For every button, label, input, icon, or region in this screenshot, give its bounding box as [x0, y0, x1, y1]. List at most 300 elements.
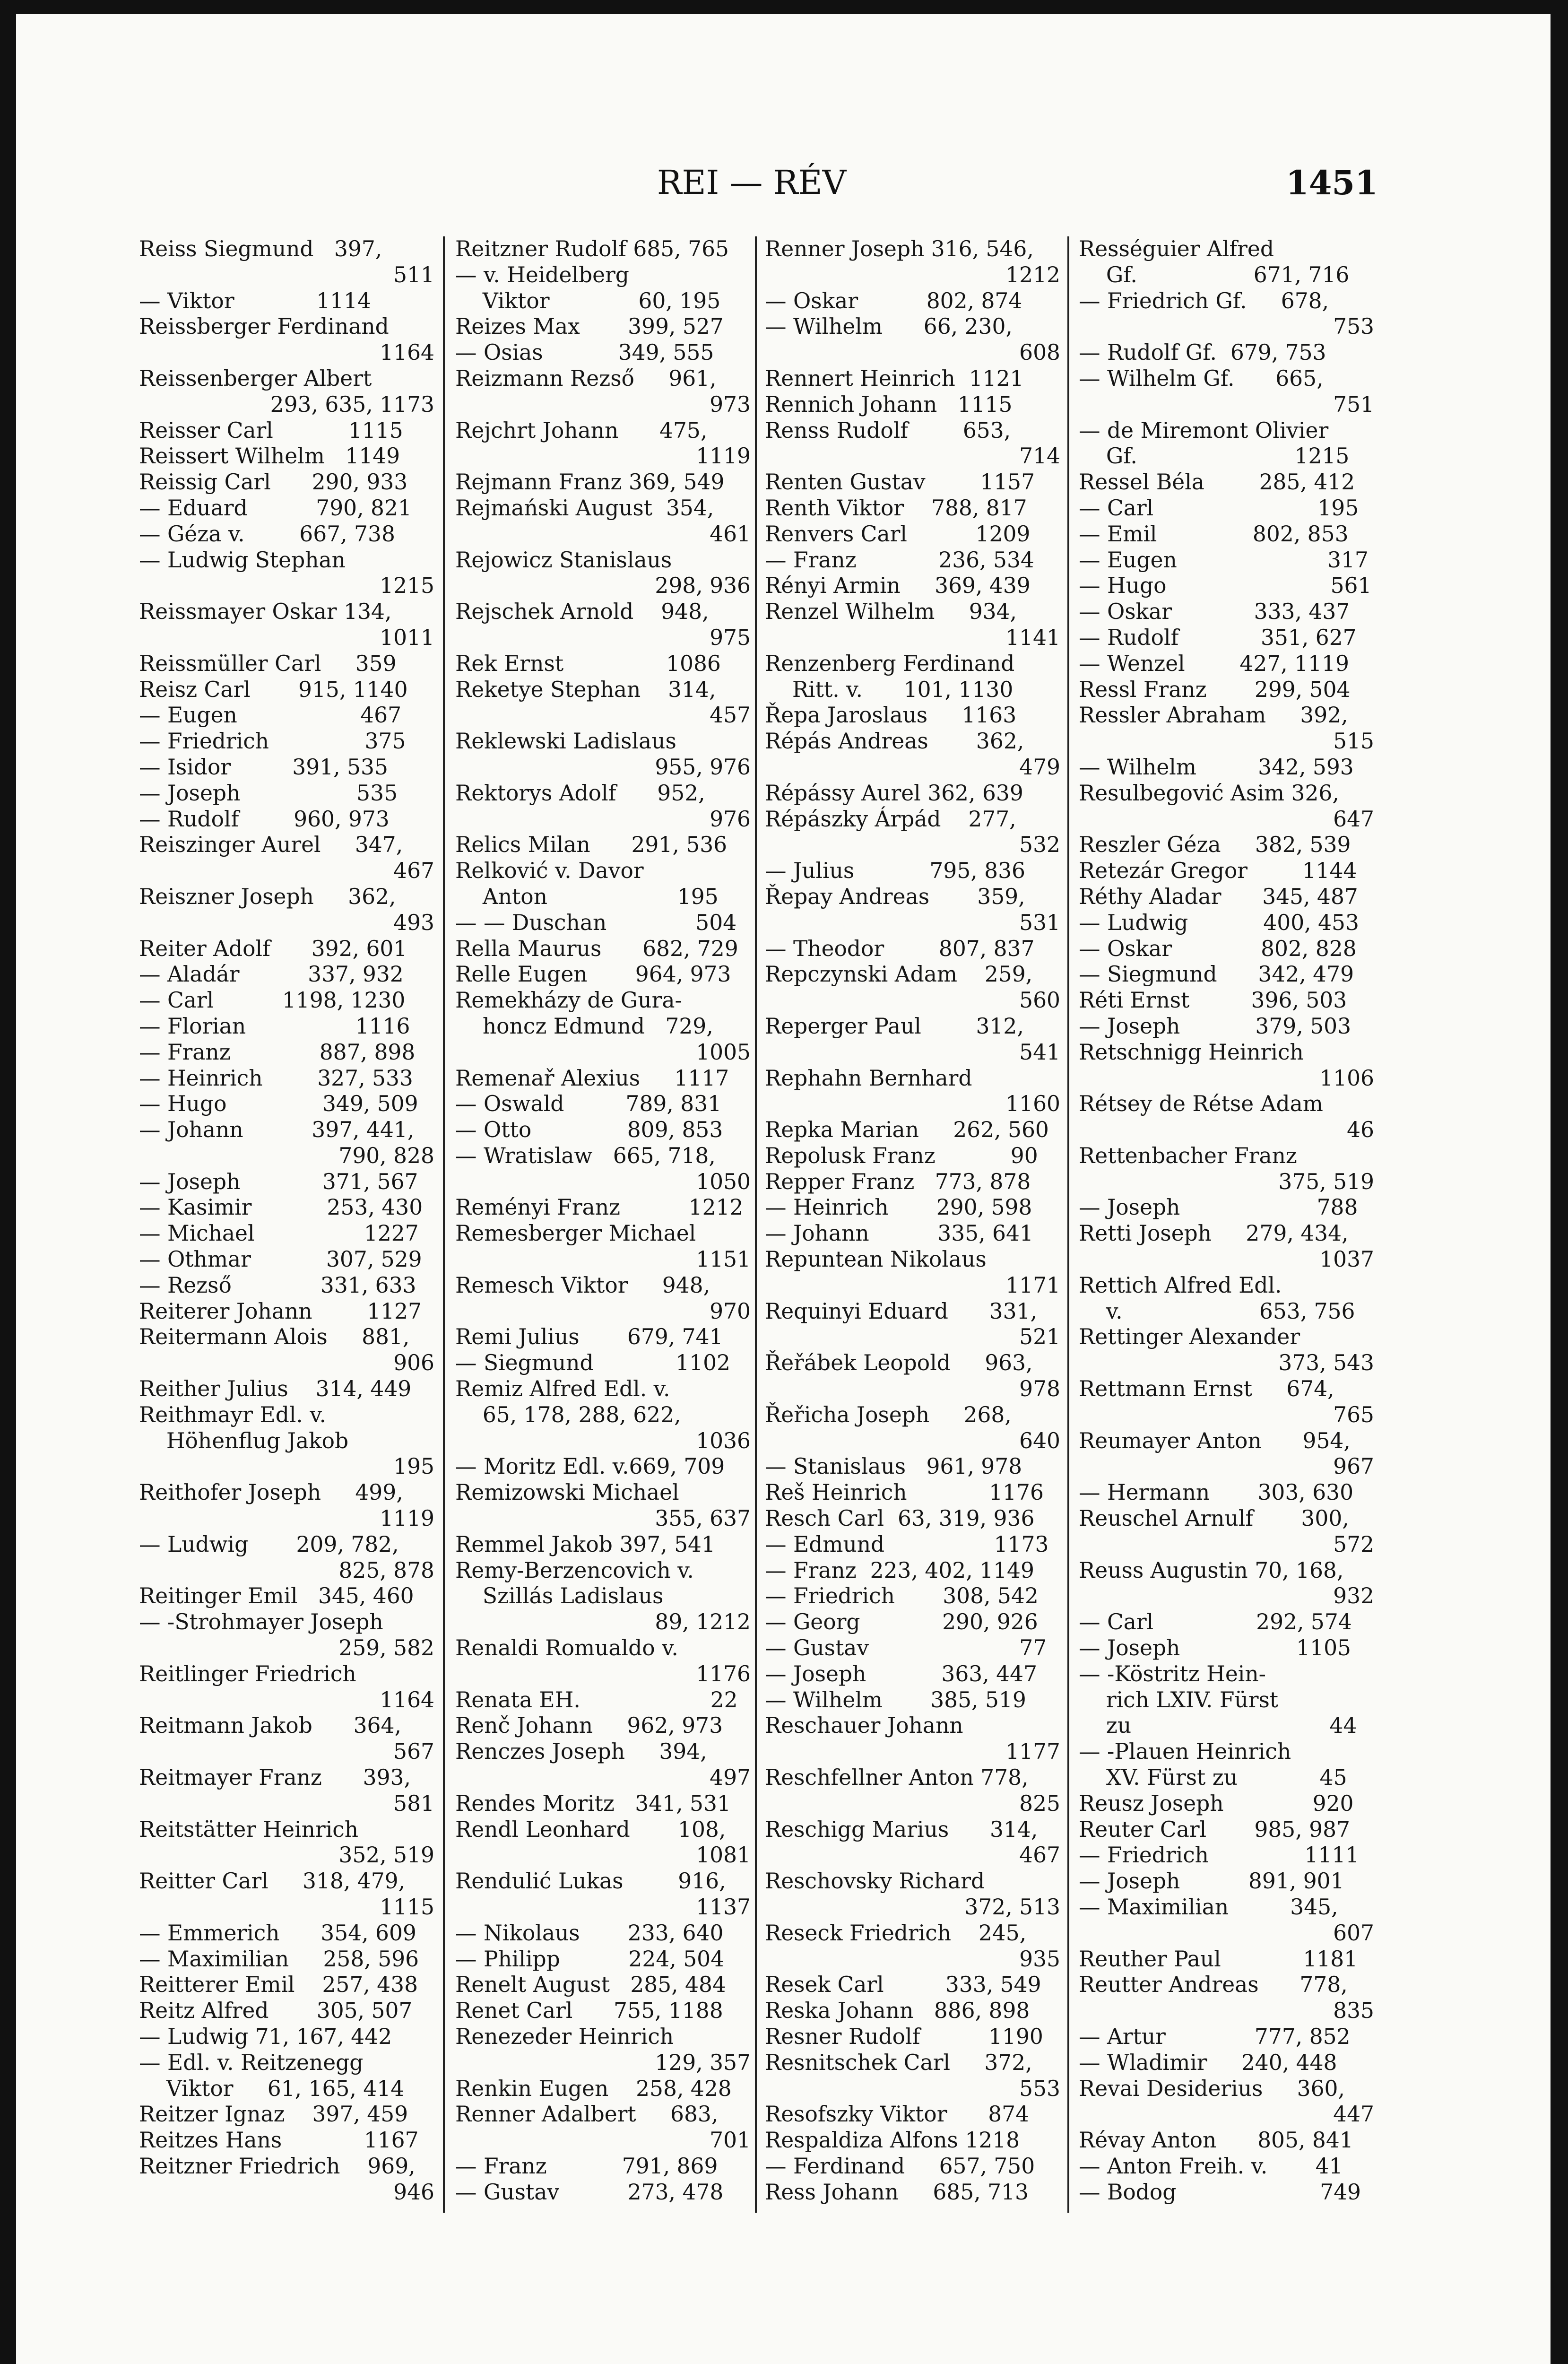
index-line: 1115 [380, 1895, 434, 1920]
index-line: Reitinger Emil 345, 460 [139, 1583, 414, 1609]
index-line: Rettinger Alexander [1079, 1324, 1300, 1350]
index-line: 1177 [1005, 1739, 1060, 1764]
index-line: 751 [1333, 391, 1374, 417]
index-line: 978 [1019, 1376, 1060, 1402]
index-line: Reitzer Ignaz 397, 459 [139, 2102, 408, 2127]
index-line: — Moritz Edl. v.669, 709 [455, 1454, 725, 1479]
index-line: Rejchrt Johann 475, [455, 417, 708, 443]
index-line: Rendulić Lukas 916, [455, 1869, 726, 1894]
index-line: 608 [1019, 340, 1060, 365]
index-line: 790, 828 [338, 1143, 434, 1168]
index-line: Relics Milan 291, 536 [455, 832, 728, 858]
index-line: 1176 [696, 1661, 751, 1686]
index-line: 976 [710, 806, 751, 832]
index-line: 293, 635, 1173 [270, 391, 434, 417]
index-column-3 [765, 236, 1060, 2206]
index-line: Reitlinger Friedrich [139, 1661, 356, 1686]
index-line: Rek Ernst 1086 [455, 651, 721, 676]
index-line: — Gustav 273, 478 [455, 2179, 724, 2205]
index-line: — Joseph 371, 567 [139, 1169, 418, 1194]
index-line: Reitmann Jakob 364, [139, 1713, 401, 1738]
index-line: Repczynski Adam 259, [765, 962, 1033, 987]
index-line: — Kasimir 253, 430 [139, 1195, 423, 1220]
index-line: 497 [710, 1765, 751, 1790]
index-line: — Ludwig 209, 782, [139, 1531, 399, 1557]
index-line: — Theodor 807, 837 [765, 936, 1035, 961]
index-line: Reš Heinrich 1176 [765, 1480, 1044, 1505]
index-line: — Wladimir 240, 448 [1079, 2050, 1337, 2075]
index-line: — de Miremont Olivier [1079, 417, 1329, 443]
index-line: — Maximilian 345, [1079, 1895, 1338, 1920]
index-line: — Friedrich 375 [139, 729, 406, 754]
index-line: 1011 [380, 625, 434, 650]
index-line: 467 [1019, 1843, 1060, 1868]
index-line: — Isidor 391, 535 [139, 754, 388, 780]
index-line: — Hugo 561 [1079, 573, 1372, 599]
index-line: Reissmüller Carl 359 [139, 651, 397, 676]
index-line: Resek Carl 333, 549 [765, 1972, 1041, 1998]
index-line: 1171 [1005, 1272, 1060, 1298]
index-line: Requinyi Eduard 331, [765, 1298, 1037, 1324]
index-line: — Joseph 891, 901 [1079, 1869, 1344, 1894]
index-line: Repuntean Nikolaus [765, 1247, 987, 1272]
index-line: Reissig Carl 290, 933 [139, 469, 408, 495]
page-number: 1451 [1286, 163, 1378, 202]
index-line: — Bodog 749 [1079, 2179, 1361, 2205]
index-line: Rettich Alfred Edl. [1079, 1272, 1282, 1298]
index-line: Rettenbacher Franz [1079, 1143, 1297, 1168]
index-line: — Johann 335, 641 [765, 1221, 1033, 1246]
index-line: 975 [710, 625, 751, 650]
index-line: 753 [1333, 314, 1374, 339]
index-line: 1050 [696, 1169, 751, 1194]
index-line: 701 [710, 2128, 751, 2153]
index-line: Resnitschek Carl 372, [765, 2050, 1032, 2075]
index-line: Reuss Augustin 70, 168, [1079, 1557, 1344, 1583]
index-line: — Carl 292, 574 [1079, 1609, 1352, 1635]
index-line: Renzel Wilhelm 934, [765, 599, 1017, 625]
index-line: 553 [1019, 2076, 1060, 2101]
index-line: honcz Edmund 729, [455, 1013, 713, 1039]
index-line: 521 [1019, 1324, 1060, 1350]
index-line: — Edmund 1173 [765, 1531, 1049, 1557]
index-line: 1119 [696, 443, 751, 469]
index-line: — Michael 1227 [139, 1221, 419, 1246]
index-line: Rejschek Arnold 948, [455, 599, 709, 625]
index-line: Resofszky Viktor 874 [765, 2102, 1030, 2127]
index-line: Remmel Jakob 397, 541 [455, 1531, 715, 1557]
index-line: Reperger Paul 312, [765, 1013, 1024, 1039]
index-line: Relle Eugen 964, 973 [455, 962, 731, 987]
index-line: Remiz Alfred Edl. v. [455, 1376, 670, 1402]
index-line: — Nikolaus 233, 640 [455, 1920, 724, 1946]
index-line: 1005 [696, 1039, 751, 1065]
index-line: Remizowski Michael [455, 1480, 679, 1505]
index-line: — Carl 195 [1079, 495, 1359, 521]
index-line: Remy-Berzencovich v. [455, 1557, 694, 1583]
index-line: 1212 [1005, 262, 1060, 287]
index-line: Reuschel Arnulf 300, [1079, 1506, 1349, 1531]
index-line: Reitzner Friedrich 969, [139, 2153, 416, 2179]
index-line: — Friedrich Gf. 678, [1079, 288, 1329, 313]
index-line: — Ludwig 71, 167, 442 [139, 2024, 392, 2049]
index-line: Respaldiza Alfons 1218 [765, 2128, 1020, 2153]
index-line: 970 [710, 1298, 751, 1324]
index-line: Reitstätter Heinrich [139, 1816, 359, 1842]
index-column-1 [139, 236, 434, 2206]
index-line: Reschfellner Anton 778, [765, 1765, 1029, 1790]
index-line: — Franz 236, 534 [765, 547, 1034, 573]
index-line: Reményi Franz 1212 [455, 1195, 744, 1220]
index-line: — Wilhelm 66, 230, [765, 314, 1013, 339]
index-line: — Philipp 224, 504 [455, 1946, 725, 1972]
index-line: — Wilhelm 385, 519 [765, 1687, 1026, 1712]
index-line: Anton 195 [455, 884, 719, 909]
index-line: 1081 [696, 1843, 751, 1868]
index-line: 765 [1333, 1402, 1374, 1427]
index-line: Rephahn Bernhard [765, 1065, 972, 1091]
index-line: — -Köstritz Hein- [1079, 1661, 1266, 1686]
index-line: Reska Johann 886, 898 [765, 1998, 1030, 2024]
index-line: Renezeder Heinrich [455, 2024, 674, 2049]
index-line: — Johann 397, 441, [139, 1117, 415, 1143]
index-line: Reschauer Johann [765, 1713, 963, 1738]
index-line: Remi Julius 679, 741 [455, 1324, 723, 1350]
index-line: — Ludwig 400, 453 [1079, 910, 1359, 935]
index-line: Reissert Wilhelm 1149 [139, 443, 400, 469]
index-line: Rennich Johann 1115 [765, 391, 1013, 417]
index-line: 259, 582 [338, 1635, 434, 1661]
index-line: Rettmann Ernst 674, [1079, 1376, 1334, 1402]
index-line: Renet Carl 755, 1188 [455, 1998, 723, 2024]
index-line: — Hugo 349, 509 [139, 1091, 418, 1117]
index-line: — Ferdinand 657, 750 [765, 2153, 1035, 2179]
index-line: — Franz 887, 898 [139, 1039, 416, 1065]
index-line: — Franz 791, 869 [455, 2153, 718, 2179]
index-line: Reitzes Hans 1167 [139, 2128, 419, 2153]
index-line: Renner Adalbert 683, [455, 2102, 719, 2127]
index-line: — Heinrich 327, 533 [139, 1065, 413, 1091]
index-line: Reither Julius 314, 449 [139, 1376, 412, 1402]
index-line: 935 [1019, 1946, 1060, 1972]
index-line: 906 [393, 1350, 434, 1376]
index-line: 129, 357 [655, 2050, 751, 2075]
index-line: 1036 [696, 1428, 751, 1453]
index-line: Renvers Carl 1209 [765, 521, 1031, 547]
index-line: Resch Carl 63, 319, 936 [765, 1506, 1035, 1531]
index-line: — Emil 802, 853 [1079, 521, 1349, 547]
index-line: Reithofer Joseph 499, [139, 1480, 403, 1505]
index-line: 1106 [1319, 1065, 1374, 1091]
index-line: Řeřábek Leopold 963, [765, 1350, 1033, 1376]
index-line: Reseck Friedrich 245, [765, 1920, 1027, 1946]
index-line: 1151 [696, 1247, 751, 1272]
index-line: Rejmann Franz 369, 549 [455, 469, 725, 495]
index-line: Rektorys Adolf 952, [455, 780, 705, 806]
index-line: 967 [1333, 1454, 1374, 1479]
index-line: Řepay Andreas 359, [765, 884, 1025, 909]
index-line: Resner Rudolf 1190 [765, 2024, 1043, 2049]
index-line: Reklewski Ladislaus [455, 729, 676, 754]
column-rule [443, 236, 445, 2213]
index-line: 447 [1333, 2102, 1374, 2127]
index-line: 1164 [380, 1687, 434, 1712]
index-line: — Franz 223, 402, 1149 [765, 1557, 1034, 1583]
index-line: 195 [393, 1454, 434, 1479]
index-line: — Joseph 379, 503 [1079, 1013, 1351, 1039]
index-line: Reitermann Alois 881, [139, 1324, 410, 1350]
index-line: 531 [1019, 910, 1060, 935]
index-line: Renelt August 285, 484 [455, 1972, 726, 1998]
index-line: Repolusk Franz 90 [765, 1143, 1038, 1168]
index-line: Reschovsky Richard [765, 1869, 985, 1894]
index-line: 973 [710, 391, 751, 417]
index-line: Remesberger Michael [455, 1221, 696, 1246]
index-line: — Maximilian 258, 596 [139, 1946, 419, 1972]
index-line: — Emmerich 354, 609 [139, 1920, 416, 1946]
index-line: 835 [1333, 1998, 1374, 2024]
index-line: XV. Fürst zu 45 [1079, 1765, 1347, 1790]
index-line: — Carl 1198, 1230 [139, 988, 406, 1013]
index-line: — -Strohmayer Joseph [139, 1609, 383, 1635]
index-line: Reizmann Rezső 961, [455, 365, 717, 391]
index-line: 1037 [1319, 1247, 1374, 1272]
index-line: — Joseph 1105 [1079, 1635, 1351, 1661]
index-line: 1137 [696, 1895, 751, 1920]
index-line: — Joseph 535 [139, 780, 398, 806]
index-line: 352, 519 [338, 1843, 434, 1868]
index-line: Renč Johann 962, 973 [455, 1713, 723, 1738]
index-line: — Julius 795, 836 [765, 858, 1025, 884]
index-line: 1164 [380, 340, 434, 365]
index-line: 581 [393, 1790, 434, 1816]
index-line: — Edl. v. Reitzenegg [139, 2050, 364, 2075]
index-line: Reithmayr Edl. v. [139, 1402, 327, 1427]
index-line: Reschigg Marius 314, [765, 1816, 1038, 1842]
index-line: Szillás Ladislaus [455, 1583, 664, 1609]
index-line: Reiss Siegmund 397, [139, 236, 382, 261]
index-line: Répászky Árpád 277, [765, 806, 1016, 832]
index-column-4 [1079, 236, 1374, 2206]
index-line: 607 [1333, 1920, 1374, 1946]
index-line: 373, 543 [1278, 1350, 1374, 1376]
index-line: Reszler Géza 382, 539 [1079, 832, 1351, 858]
index-column-2 [455, 236, 751, 2206]
index-line: Reiszner Joseph 362, [139, 884, 396, 909]
index-line: — -Plauen Heinrich [1079, 1739, 1291, 1764]
index-line: — Stanislaus 961, 978 [765, 1454, 1022, 1479]
index-line: Reumayer Anton 954, [1079, 1428, 1351, 1453]
index-line: zu 44 [1079, 1713, 1357, 1738]
index-line: Reisz Carl 915, 1140 [139, 677, 408, 702]
index-line: 46 [1347, 1117, 1374, 1143]
column-rule [1067, 236, 1069, 2213]
index-line: 572 [1333, 1531, 1374, 1557]
index-line: Remesch Viktor 948, [455, 1272, 710, 1298]
index-line: — Hermann 303, 630 [1079, 1480, 1354, 1505]
index-line: Ressel Béla 285, 412 [1079, 469, 1355, 495]
index-line: — Gustav 77 [765, 1635, 1047, 1661]
index-line: Reutter Andreas 778, [1079, 1972, 1348, 1998]
index-line: 511 [393, 262, 434, 287]
index-line: Ressl Franz 299, 504 [1079, 677, 1351, 702]
index-line: Ritt. v. 101, 1130 [765, 677, 1014, 702]
index-line: Renczes Joseph 394, [455, 1739, 707, 1764]
index-line: — Rudolf 960, 973 [139, 806, 390, 832]
index-line: Rejowicz Stanislaus [455, 547, 672, 573]
index-line: Reuther Paul 1181 [1079, 1946, 1358, 1972]
index-line: Relković v. Davor [455, 858, 644, 884]
index-line: — — Duschan 504 [455, 910, 737, 935]
index-line: 515 [1333, 729, 1374, 754]
index-line: Rennert Heinrich 1121 [765, 365, 1024, 391]
index-line: Répássy Aurel 362, 639 [765, 780, 1023, 806]
index-line: — Eugen 317 [1079, 547, 1369, 573]
index-line: — Géza v. 667, 738 [139, 521, 395, 547]
index-line: 955, 976 [655, 754, 751, 780]
index-line: Ress Johann 685, 713 [765, 2179, 1029, 2205]
index-line: Höhenflug Jakob [139, 1428, 349, 1453]
index-line: 560 [1019, 988, 1060, 1013]
index-line: Répás Andreas 362, [765, 729, 1024, 754]
index-line: Reitterer Emil 257, 438 [139, 1972, 418, 1998]
index-line: — Oskar 333, 437 [1079, 599, 1350, 625]
index-line: Rétsey de Rétse Adam [1079, 1091, 1323, 1117]
index-line: 1119 [380, 1506, 434, 1531]
index-line: 825 [1019, 1790, 1060, 1816]
index-line: Remekházy de Gura- [455, 988, 682, 1013]
page-title: REI — RÉV [657, 163, 847, 202]
index-line: 946 [393, 2179, 434, 2205]
index-line: — Friedrich 1111 [1079, 1843, 1360, 1868]
index-line: Reissmayer Oskar 134, [139, 599, 392, 625]
index-line: Revai Desiderius 360, [1079, 2076, 1345, 2101]
index-line: Renss Rudolf 653, [765, 417, 1011, 443]
index-line: Retezár Gregor 1144 [1079, 858, 1357, 884]
index-line: Reizes Max 399, 527 [455, 314, 724, 339]
index-line: 567 [393, 1739, 434, 1764]
index-line: Réthy Aladar 345, 487 [1079, 884, 1358, 909]
index-line: — Ludwig Stephan [139, 547, 346, 573]
index-line: Reitzner Rudolf 685, 765 [455, 236, 729, 261]
index-line: — Anton Freih. v. 41 [1079, 2153, 1343, 2179]
index-line: Réti Ernst 396, 503 [1079, 988, 1347, 1013]
index-line: Viktor 60, 195 [455, 288, 721, 313]
index-line: Reissenberger Albert [139, 365, 372, 391]
index-line: 714 [1019, 443, 1060, 469]
index-line: — Oswald 789, 831 [455, 1091, 722, 1117]
index-line: — Wilhelm Gf. 665, [1079, 365, 1324, 391]
index-line: — Florian 1116 [139, 1013, 410, 1039]
index-line: Viktor 61, 165, 414 [139, 2076, 405, 2101]
index-line: rich LXIV. Fürst [1079, 1687, 1279, 1712]
index-line: Révay Anton 805, 841 [1079, 2128, 1353, 2153]
index-line: — Eduard 790, 821 [139, 495, 412, 521]
index-line: Reitter Carl 318, 479, [139, 1869, 406, 1894]
index-line: Reuter Carl 985, 987 [1079, 1816, 1351, 1842]
index-line: Rendl Leonhard 108, [455, 1816, 726, 1842]
index-line: — Viktor 1114 [139, 288, 371, 313]
index-line: 375, 519 [1278, 1169, 1374, 1194]
index-line: Reisser Carl 1115 [139, 417, 403, 443]
index-line: 372, 513 [964, 1895, 1060, 1920]
index-line: 467 [393, 858, 434, 884]
index-line: — Rezső 331, 633 [139, 1272, 416, 1298]
index-line: Renkin Eugen 258, 428 [455, 2076, 732, 2101]
index-line: Remenař Alexius 1117 [455, 1065, 729, 1091]
index-line: Rejmański August 354, [455, 495, 714, 521]
index-line: 355, 637 [655, 1506, 751, 1531]
index-line: 298, 936 [655, 573, 751, 599]
index-line: — Siegmund 1102 [455, 1350, 730, 1376]
index-line: — Wilhelm 342, 593 [1079, 754, 1354, 780]
index-line: — Wratislaw 665, 718, [455, 1143, 716, 1168]
index-line: — Wenzel 427, 1119 [1079, 651, 1349, 676]
index-line: — Othmar 307, 529 [139, 1247, 422, 1272]
index-line: v. 653, 756 [1079, 1298, 1355, 1324]
index-line: Renten Gustav 1157 [765, 469, 1035, 495]
index-line: 532 [1019, 832, 1060, 858]
index-line: 461 [710, 521, 751, 547]
index-line: — Heinrich 290, 598 [765, 1195, 1032, 1220]
index-line: Reketye Stephan 314, [455, 677, 716, 702]
index-line: — Joseph 788 [1079, 1195, 1358, 1220]
column-rule [755, 236, 757, 2213]
index-line: Retschnigg Heinrich [1079, 1039, 1304, 1065]
index-line: Rényi Armin 369, 439 [765, 573, 1031, 599]
index-line: Repper Franz 773, 878 [765, 1169, 1031, 1194]
index-line: — Siegmund 342, 479 [1079, 962, 1354, 987]
index-line: Renner Joseph 316, 546, [765, 236, 1034, 261]
index-line: 479 [1019, 754, 1060, 780]
index-line: Gf. 671, 716 [1079, 262, 1350, 287]
index-line: Reusz Joseph 920 [1079, 1790, 1354, 1816]
index-line: — Oskar 802, 874 [765, 288, 1022, 313]
index-line: 647 [1333, 806, 1374, 832]
index-line: Rendes Moritz 341, 531 [455, 1790, 731, 1816]
index-line: Reitmayer Franz 393, [139, 1765, 411, 1790]
index-line: Gf. 1215 [1079, 443, 1350, 469]
index-line: — Aladár 337, 932 [139, 962, 404, 987]
index-line: Repka Marian 262, 560 [765, 1117, 1049, 1143]
index-line: Retti Joseph 279, 434, [1079, 1221, 1349, 1246]
index-line: 825, 878 [338, 1557, 434, 1583]
index-line: 932 [1333, 1583, 1374, 1609]
index-line: — Otto 809, 853 [455, 1117, 723, 1143]
index-line: — Rudolf Gf. 679, 753 [1079, 340, 1326, 365]
index-line: — Rudolf 351, 627 [1079, 625, 1357, 650]
index-line: 640 [1019, 1428, 1060, 1453]
index-line: — Artur 777, 852 [1079, 2024, 1351, 2049]
index-line: Reissberger Ferdinand [139, 314, 389, 339]
index-line: Reiterer Johann 1127 [139, 1298, 422, 1324]
index-line: 65, 178, 288, 622, [455, 1402, 681, 1427]
index-line: 541 [1019, 1039, 1060, 1065]
index-line: 1160 [1005, 1091, 1060, 1117]
index-line: — Joseph 363, 447 [765, 1661, 1038, 1686]
index-line: Reiter Adolf 392, 601 [139, 936, 407, 961]
index-line: Reiszinger Aurel 347, [139, 832, 403, 858]
index-line: Ressler Abraham 392, [1079, 703, 1348, 728]
index-line: — Eugen 467 [139, 703, 402, 728]
index-line: 1215 [380, 573, 434, 599]
index-line: Renth Viktor 788, 817 [765, 495, 1027, 521]
index-line: Resulbegović Asim 326, [1079, 780, 1339, 806]
index-line: — Oskar 802, 828 [1079, 936, 1357, 961]
index-line: Rella Maurus 682, 729 [455, 936, 738, 961]
index-line: Renzenberg Ferdinand [765, 651, 1015, 676]
index-line: — Osias 349, 555 [455, 340, 714, 365]
